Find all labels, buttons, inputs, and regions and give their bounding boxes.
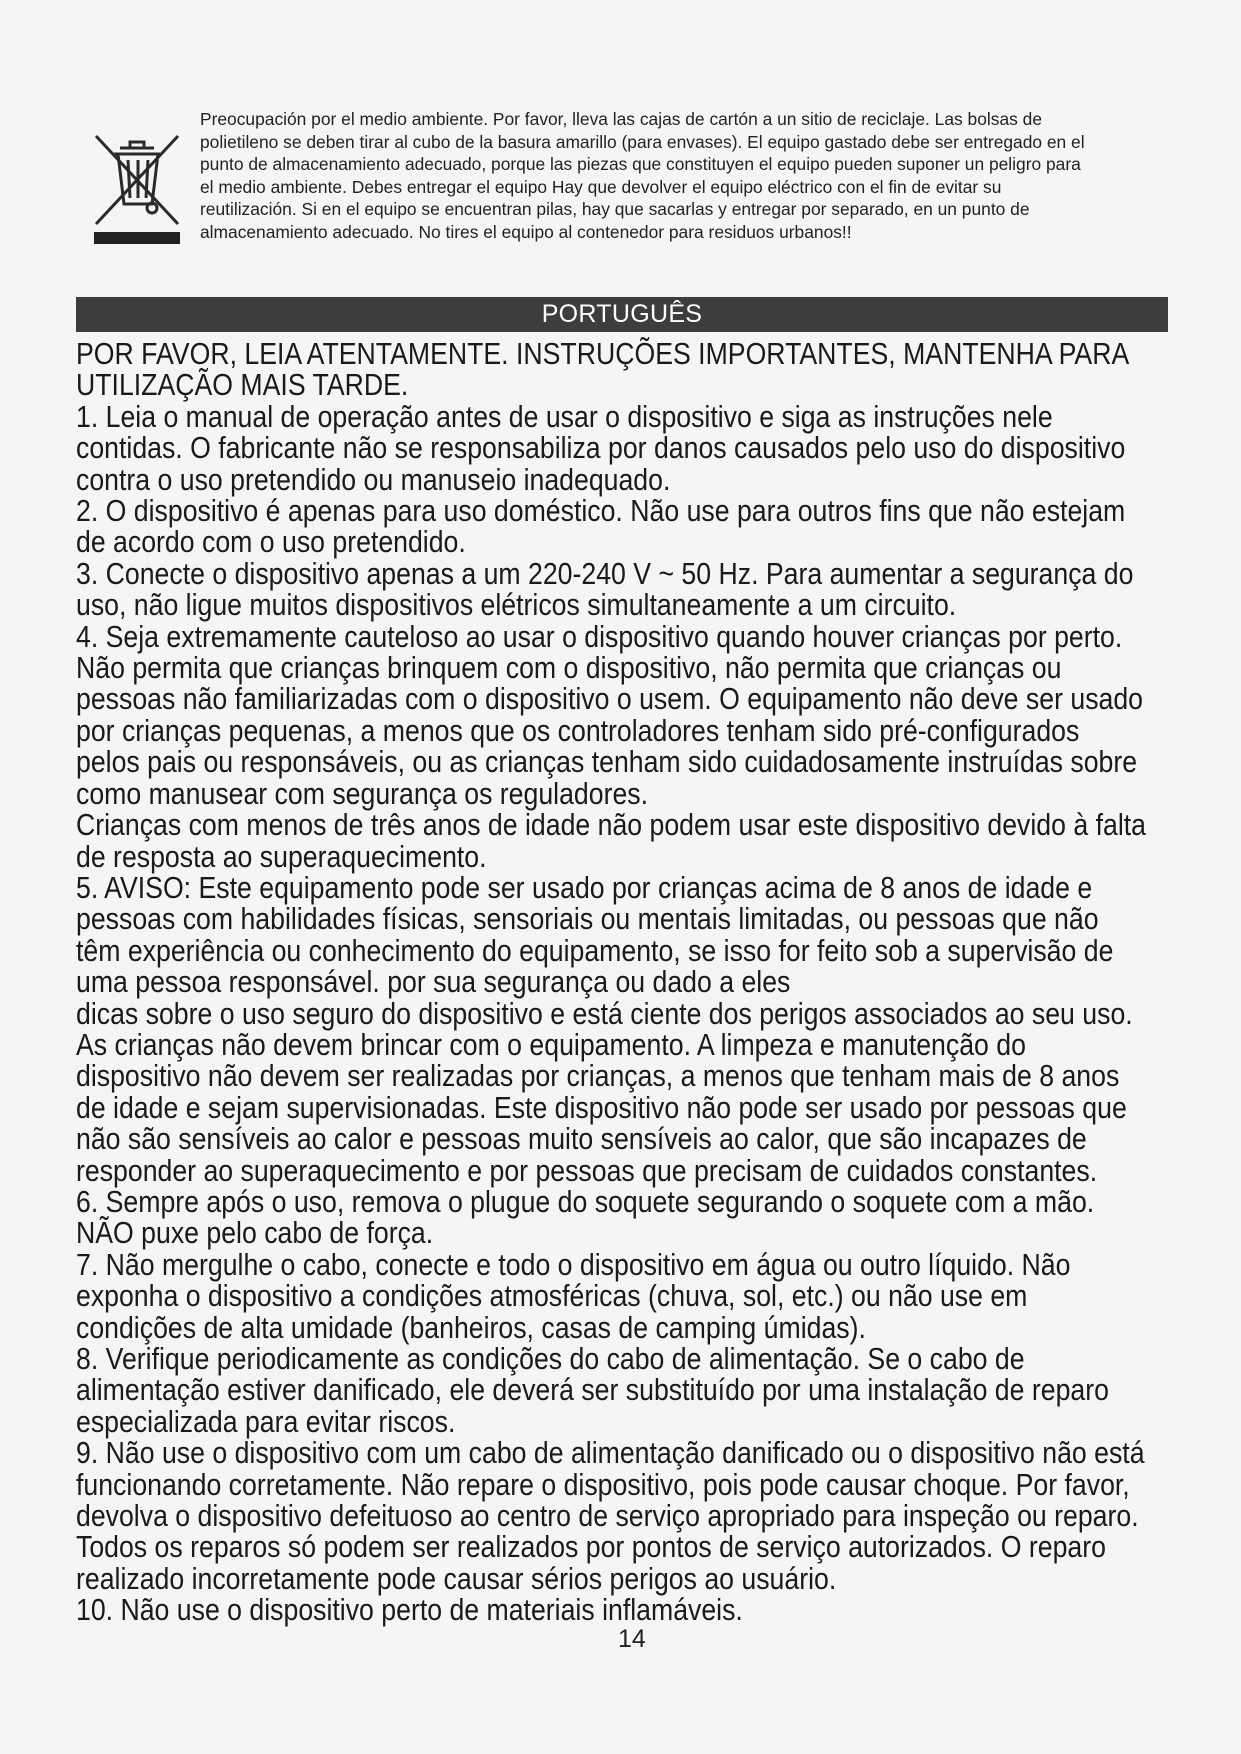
instruction-line: têm experiência ou conhecimento do equipamento, se isso for feito sob a supervisão de — [76, 932, 1114, 968]
instruction-line: de idade e sejam supervisionadas. Este dispositivo não pode ser usado por pessoas que — [76, 1089, 1127, 1125]
language-header: PORTUGUÊS — [76, 297, 1168, 332]
instruction-line: 5. AVISO: Este equipamento pode ser usado por crianças acima de 8 anos de idade e — [76, 869, 1093, 905]
instruction-line: não são sensíveis ao calor e pessoas muito sensíveis ao calor, que são incapazes de — [76, 1121, 1087, 1157]
instruction-line: UTILIZAÇÃO MAIS TARDE. — [76, 367, 409, 403]
instruction-line: 6. Sempre após o uso, remova o plugue do soquete segurando o soquete com a mão. — [76, 1183, 1095, 1219]
instruction-line: 1. Leia o manual de operação antes de usar o dispositivo e siga as instruções nele — [76, 398, 1053, 434]
instruction-line: dispositivo não devem ser realizadas por crianças, a menos que tenham mais de 8 anos — [76, 1058, 1120, 1094]
weee-notice-text — [200, 108, 1241, 244]
instruction-line: especializada para evitar riscos. — [76, 1403, 456, 1439]
instruction-line: como manusear com segurança os reguladores. — [76, 775, 649, 811]
instruction-line: Crianças com menos de três anos de idade não podem usar este dispositivo devido à falta — [76, 807, 1146, 843]
instruction-line: 3. Conecte o dispositivo apenas a um 220-240 V ~ 50 Hz. Para aumentar a segurança do — [76, 555, 1134, 591]
instruction-line: 10. Não use o dispositivo perto de materiais inflamáveis. — [76, 1592, 743, 1628]
instruction-line: pessoas com habilidades físicas, sensoriais ou mentais limitadas, ou pessoas que não — [76, 901, 1099, 937]
weee-line: Preocupación por el medio ambiente. Por favor, lleva las cajas de cartón a un sitio de reciclaje. Las bolsas de — [200, 109, 1042, 129]
instruction-line: realizado incorretamente pode causar sérios perigos ao usuário. — [76, 1560, 837, 1596]
crossed-out-wheelie-bin-icon — [92, 128, 182, 246]
instruction-line: 7. Não mergulhe o cabo, conecte e todo o dispositivo em água ou outro líquido. Não — [76, 1246, 1071, 1282]
instruction-line: dicas sobre o uso seguro do dispositivo e está ciente dos perigos associados ao seu uso. — [76, 995, 1133, 1031]
instruction-line: alimentação estiver danificado, ele deverá ser substituído por uma instalação de reparo — [76, 1372, 1109, 1408]
instruction-line: 2. O dispositivo é apenas para uso doméstico. Não use para outros fins que não estejam — [76, 493, 1126, 529]
weee-line: reutilización. Si en el equipo se encuentran pilas, hay que sacarlas y entregar por separado, en un punto de — [200, 199, 1030, 220]
instruction-line: devolva o dispositivo defeituoso ao centro de serviço apropriado para inspeção ou reparo. — [76, 1498, 1139, 1534]
instruction-line: 9. Não use o dispositivo com um cabo de alimentação danificado ou o dispositivo não está — [76, 1435, 1145, 1471]
instruction-line: funcionando corretamente. Não repare o dispositivo, pois pode causar choque. Por favor, — [76, 1466, 1130, 1502]
instruction-line: pessoas não familiarizadas com o dispositivo o usem. O equipamento não deve ser usado — [76, 681, 1144, 717]
weee-line: polietileno se deben tirar al cubo de la basura amarillo (para envases). El equipo gastado debe ser entregado en el — [200, 131, 1085, 152]
safety-instructions — [76, 336, 1146, 1628]
instruction-line: 8. Verifique periodicamente as condições do cabo de alimentação. Se o cabo de — [76, 1341, 1025, 1376]
weee-notice — [92, 108, 1162, 258]
instruction-line: de acordo com o uso pretendido. — [76, 524, 466, 560]
instruction-line: contidas. O fabricante não se responsabiliza por danos causados pelo uso do dispositivo — [76, 430, 1126, 466]
instruction-line: pelos pais ou responsáveis, ou as crianças tenham sido cuidadosamente instruídas sobre — [76, 744, 1138, 780]
instruction-line: NÃO puxe pelo cabo de força. — [76, 1215, 434, 1251]
instruction-line: por crianças pequenas, a menos que os controladores tenham sido pré-configurados — [76, 712, 1080, 748]
page-number: 14 — [618, 1625, 646, 1653]
weee-line: punto de almacenamiento adecuado, porque las piezas que constituyen el equipo pueden suponer un peligro para — [200, 154, 1081, 175]
instruction-line: responder ao superaquecimento e por pessoas que precisam de cuidados constantes. — [76, 1152, 1098, 1188]
instruction-line: 4. Seja extremamente cauteloso ao usar o dispositivo quando houver crianças por perto. — [76, 618, 1123, 654]
instruction-line: de resposta ao superaquecimento. — [76, 838, 487, 874]
instruction-line: contra o uso pretendido ou manuseio inadequado. — [76, 461, 671, 497]
instruction-line: uso, não ligue muitos dispositivos elétricos simultaneamente a um circuito. — [76, 587, 957, 623]
instruction-line: Todos os reparos só podem ser realizados por pontos de serviço autorizados. O reparo — [76, 1529, 1106, 1565]
instruction-line: Não permita que crianças brinquem com o dispositivo, não permita que crianças ou — [76, 650, 1062, 686]
instruction-line: POR FAVOR, LEIA ATENTAMENTE. INSTRUÇÕES IMPORTANTES, MANTENHA PARA — [76, 336, 1130, 371]
instruction-line: condições de alta umidade (banheiros, casas de camping úmidas). — [76, 1309, 866, 1345]
instruction-line: exponha o dispositivo a condições atmosféricas (chuva, sol, etc.) ou não use em — [76, 1278, 1028, 1314]
weee-line: almacenamiento adecuado. No tires el equipo al contenedor para residuos urbanos!! — [200, 221, 852, 242]
instruction-line: uma pessoa responsável. por sua segurança ou dado a eles — [76, 964, 791, 1000]
instruction-line: As crianças não devem brincar com o equipamento. A limpeza e manutenção do — [76, 1026, 1026, 1062]
weee-line: el medio ambiente. Debes entregar el equipo Hay que devolver el equipo eléctrico con el fin de evitar su — [200, 176, 1002, 197]
